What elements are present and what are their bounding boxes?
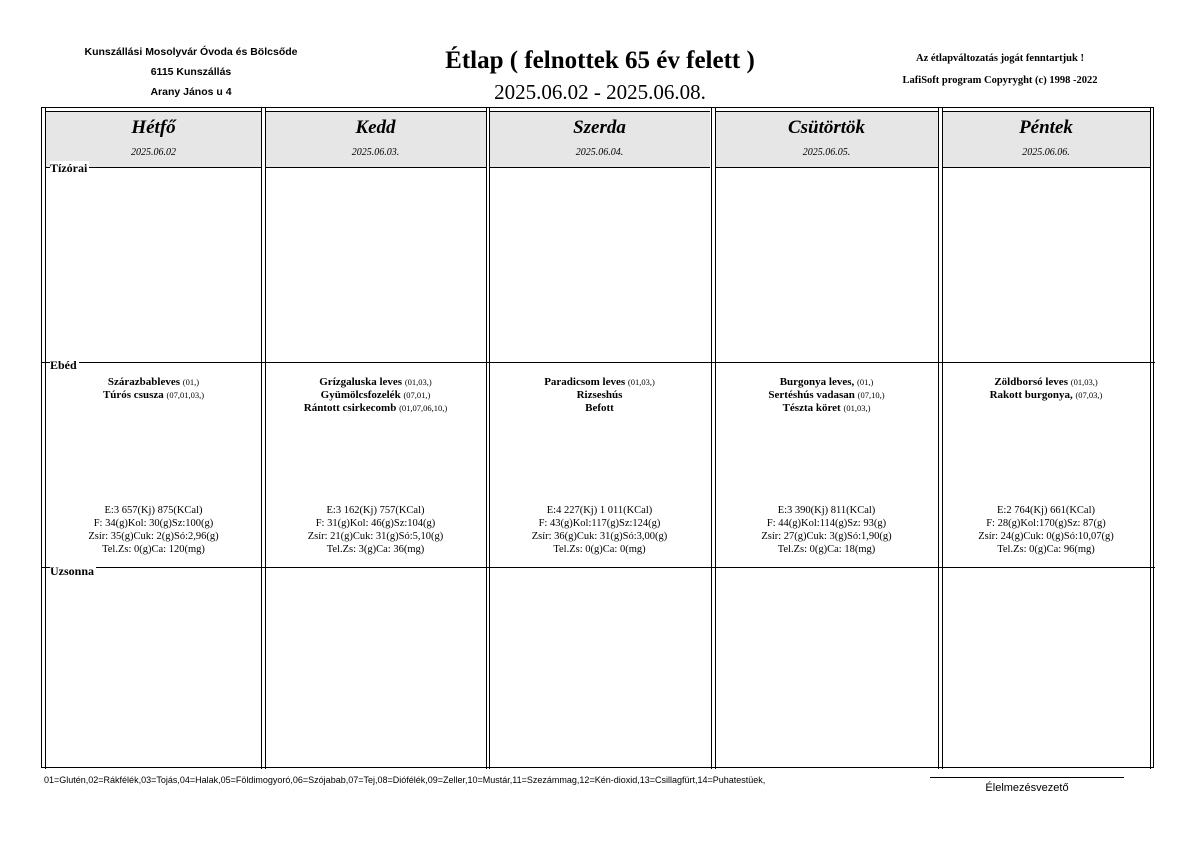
column-divider <box>261 108 262 769</box>
column-divider <box>265 108 266 769</box>
dish-name: Sertéshús vadasan <box>768 389 855 401</box>
dish-line <box>942 376 1150 389</box>
dish-name: Befott <box>585 402 614 414</box>
change-notice: Az étlapváltozatás jogát fenntartjuk ! <box>916 53 1084 64</box>
notice-block <box>850 48 1150 92</box>
title-block <box>400 44 800 106</box>
day-name: Hétfő <box>131 117 176 138</box>
dish-allergens: (01,03,) <box>404 377 432 387</box>
lunch-menu <box>489 376 710 415</box>
nutrition-protein: F: 31(g)Kol: 46(g)Sz:104(g) <box>315 518 436 529</box>
dish-line <box>46 376 261 389</box>
nutrition-fat: Zsír: 35(g)Cuk: 2(g)Só:2,96(g) <box>88 531 219 542</box>
day-date: 2025.06.04. <box>575 147 624 158</box>
dish-allergens: (07,01,03,) <box>166 390 205 400</box>
dish-name: Rántott csirkecomb <box>303 402 397 414</box>
day-column-monday <box>46 108 261 769</box>
dish-allergens: (01,07,06,10,) <box>399 403 448 413</box>
nutrition-energy: E:3 657(Kj) 875(KCal) <box>104 505 203 516</box>
column-divider <box>942 108 943 769</box>
dish-allergens: (01,) <box>857 377 874 387</box>
nutrition-satfat: Tel.Zs: 3(g)Ca: 36(mg) <box>326 544 425 555</box>
nutrition-energy: E:3 162(Kj) 757(KCal) <box>326 505 425 516</box>
dish-name: Túrós csusza <box>102 389 164 401</box>
dish-name: Gyümölcsfozelék <box>320 389 401 401</box>
nutrition-protein: F: 44(g)Kol:114(g)Sz: 93(g) <box>766 518 887 529</box>
column-divider <box>711 108 712 769</box>
dish-line <box>715 402 938 415</box>
day-header <box>489 111 710 168</box>
dish-line <box>265 402 486 415</box>
menu-table <box>41 107 1154 768</box>
dish-allergens: (07,01,) <box>403 390 431 400</box>
dish-line <box>489 389 710 402</box>
dish-allergens: (01,03,) <box>1070 377 1098 387</box>
column-divider <box>45 108 46 769</box>
organization-block <box>60 42 322 102</box>
column-divider <box>938 108 939 769</box>
date-range: 2025.06.02 - 2025.06.08. <box>494 80 706 104</box>
nutrition-info <box>715 504 938 556</box>
section-label-afternoon: Uzsonna <box>50 564 95 578</box>
dish-line <box>715 389 938 402</box>
day-column-wednesday <box>489 108 710 769</box>
day-header <box>265 111 486 168</box>
dish-line <box>942 389 1150 402</box>
dish-allergens: (01,03,) <box>843 403 871 413</box>
dish-line <box>489 376 710 389</box>
lunch-menu <box>715 376 938 415</box>
allergen-legend: 01=Glutén,02=Rákfélék,03=Tojás,04=Halak,05=Földimogyoró,06=Szójabab,07=Tej,08=Diófélék,09=Zeller,10=Mustár,11=Szezámmag,12=Kén-dioxid,13=Csillagfürt,14=Puhatestüek, <box>44 775 766 785</box>
organization-city: 6115 Kunszállás <box>150 66 232 78</box>
day-date: 2025.06.05. <box>802 147 851 158</box>
nutrition-energy: E:4 227(Kj) 1 011(KCal) <box>546 505 653 516</box>
dish-name: Paradicsom leves <box>544 376 626 388</box>
dish-line <box>715 376 938 389</box>
day-header <box>46 111 261 168</box>
day-name: Kedd <box>355 117 396 138</box>
column-divider <box>486 108 487 769</box>
day-name: Péntek <box>1019 117 1073 138</box>
dish-line <box>489 402 710 415</box>
column-divider <box>489 108 490 769</box>
day-name: Csütörtök <box>787 117 866 138</box>
nutrition-fat: Zsír: 24(g)Cuk: 0(g)Só:10,07(g) <box>978 531 1114 542</box>
nutrition-fat: Zsír: 27(g)Cuk: 3(g)Só:1,90(g) <box>761 531 892 542</box>
day-name: Szerda <box>573 117 626 138</box>
dish-name: Tészta köret <box>782 402 841 414</box>
day-column-friday <box>942 108 1150 769</box>
nutrition-satfat: Tel.Zs: 0(g)Ca: 120(mg) <box>102 544 205 555</box>
dish-name: Zöldborsó leves <box>994 376 1068 388</box>
dish-allergens: (01,) <box>182 377 200 387</box>
nutrition-fat: Zsír: 21(g)Cuk: 31(g)Só:5,10(g) <box>307 531 444 542</box>
lunch-menu <box>46 376 261 402</box>
nutrition-info <box>489 504 710 556</box>
nutrition-fat: Zsír: 36(g)Cuk: 31(g)Só:3,00(g) <box>531 531 668 542</box>
page-title: Étlap ( felnottek 65 év felett ) <box>445 47 755 74</box>
day-date: 2025.06.06. <box>1022 147 1070 158</box>
dish-line <box>265 376 486 389</box>
nutrition-satfat: Tel.Zs: 0(g)Ca: 0(mg) <box>553 544 646 555</box>
nutrition-protein: F: 34(g)Kol: 30(g)Sz:100(g) <box>93 518 214 529</box>
copyright-notice: LafiSoft program Copyryght (c) 1998 -2022 <box>902 75 1098 86</box>
dish-name: Grízgaluska leves <box>319 376 403 388</box>
day-column-tuesday <box>265 108 486 769</box>
lunch-menu <box>942 376 1150 402</box>
section-label-morning: Tízórai <box>50 161 88 175</box>
day-column-thursday <box>715 108 938 769</box>
section-label-lunch: Ebéd <box>50 358 77 372</box>
day-date: 2025.06.03. <box>351 147 400 158</box>
dish-allergens: (01,03,) <box>627 377 655 387</box>
dish-line <box>46 389 261 402</box>
organization-name: Kunszállási Mosolyvár Óvoda és Bölcsőde <box>84 46 298 58</box>
nutrition-info <box>942 504 1150 556</box>
dish-name: Szárazbableves <box>107 376 181 388</box>
day-date: 2025.06.02 <box>131 147 176 158</box>
nutrition-satfat: Tel.Zs: 0(g)Ca: 18(mg) <box>777 544 876 555</box>
organization-address: Arany János u 4 <box>150 86 232 98</box>
dish-name: Rizseshús <box>576 389 623 401</box>
nutrition-protein: F: 43(g)Kol:117(g)Sz:124(g) <box>538 518 661 529</box>
dish-line <box>265 389 486 402</box>
column-divider <box>715 108 716 769</box>
nutrition-info <box>265 504 486 556</box>
dish-name: Rakott burgonya, <box>989 389 1073 401</box>
signature-line <box>930 777 1124 778</box>
nutrition-satfat: Tel.Zs: 0(g)Ca: 96(mg) <box>997 544 1095 555</box>
dish-allergens: (07,10,) <box>857 390 885 400</box>
column-divider <box>1150 108 1151 769</box>
dish-allergens: (07,03,) <box>1075 390 1103 400</box>
dish-name: Burgonya leves, <box>779 376 855 388</box>
day-header <box>715 111 938 168</box>
lunch-menu <box>265 376 486 415</box>
nutrition-info <box>46 504 261 556</box>
day-header <box>942 111 1150 168</box>
nutrition-energy: E:2 764(Kj) 661(KCal) <box>997 505 1095 516</box>
nutrition-energy: E:3 390(Kj) 811(KCal) <box>777 505 876 516</box>
nutrition-protein: F: 28(g)Kol:170(g)Sz: 87(g) <box>986 518 1106 529</box>
signature-label: Élelmezésvezető <box>985 782 1069 794</box>
